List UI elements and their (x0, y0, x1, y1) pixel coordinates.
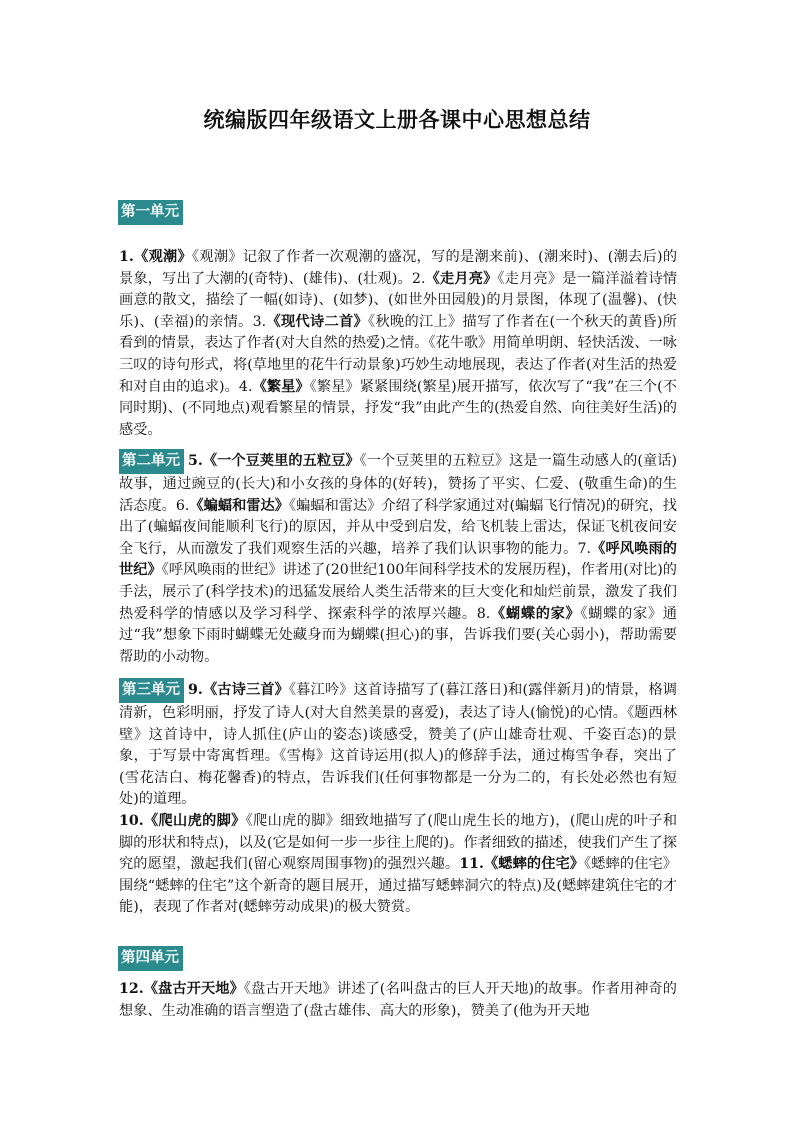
lesson-summary-text: 《蟋蟀的住宅》围绕“蟋蟀的住宅”这个新奇的题目展开，通过描写蟋蟀洞穴的特点)及(蟋蟀建筑住宅的才能)，表现了作者对(蟋蟀劳动成果)的极大赞赏。 (119, 856, 677, 916)
lesson-title: 《呼风唤雨的世纪》 (119, 540, 677, 579)
lesson-title: 《现代诗二首》 (266, 313, 369, 330)
lesson-summary-text: 《观潮》记叙了作者一次观潮的盛况，写的是潮来前)、(潮来时)、(潮去后)的景象，写出了大潮的(奇特)、(雄伟)、(壮观)。2. (119, 249, 678, 287)
unit-3-paragraph-2 (119, 811, 677, 919)
lesson-title: 1.《观潮》 (119, 249, 193, 265)
lesson-title: 12.《盘古开天地》 (119, 981, 244, 997)
lesson-title: 11.《蟋蟀的住宅》 (459, 856, 585, 873)
lesson-summary-text: 《盘古开天地》讲述了(名叫盘古的巨人开天地)的故事。作者用神奇的想象、生动准确的语言塑造了(盘古雄伟、高大的形象)，赞美了(他为开天地 (119, 981, 677, 1019)
unit-3-paragraph-1 (119, 678, 677, 811)
lesson-title: 《蝙蝠和雷达》 (189, 497, 290, 514)
lesson-summary-text: 《蝴蝶的家》通过“我”想象下雨时蝴蝶无处藏身而为蝴蝶(担心)的事，告诉我们要(关心弱小)，帮助需要帮助的小动物。 (119, 605, 677, 665)
unit-4-heading: 第四单元 (118, 946, 183, 971)
unit-3-heading: 第三单元 (119, 678, 184, 703)
lesson-summary-text: 《秋晚的江上》描写了作者在(一个秋天的黄昏)所看到的情景，表达了作者(对大自然的热爱)之情。《花牛歌》用简单明朗、轻快活泼、一咏三叹的诗句形式，将(草地里的花牛行动景象)巧妙生动地展现，表达了作者(对生活的热爱和对自由的追求)。4. (119, 313, 677, 395)
unit-2-paragraph-1-text (119, 453, 677, 665)
lesson-summary-text: 《走月亮》是一篇洋溢着诗情画意的散文，描绘了一幅(如诗)、(如梦)、(如世外田园般)的月景图，体现了(温馨)、(快乐)、(幸福)的亲情。3. (119, 270, 678, 330)
lesson-title: 《走月亮》 (425, 270, 498, 287)
lesson-summary-text: 《暮江吟》这首诗描写了(暮江落日)和(露伴新月)的情景，格调清新，色彩明丽，抒发了诗人(对大自然美景的喜爱)，表达了诗人(愉悦)的心情。《题西林壁》这首诗中，诗人抓住(庐山的姿态)谈感受，赞美了(庐山雄奇壮观、千姿百态)的景象，于写景中寄寓哲理。《雪梅》这首诗运用(拟人)的修辞手法，通过梅雪争春，突出了(雪花洁白、梅花馨香)的特点，告诉我们(任何事物都是一分为二的，有长处必然也有短处)的道理。 (119, 682, 677, 808)
lesson-summary-text: 《一个豆荚里的五粒豆》这是一篇生动感人的(童话)故事，通过豌豆的(长大)和小女孩的身体的(好转)，赞扬了平实、仁爱、(敬重生命)的生活态度。6. (119, 453, 677, 514)
lesson-title: 9.《古诗三首》 (188, 682, 289, 698)
lesson-summary-text: 《蝙蝠和雷达》介绍了科学家通过对(蝙蝠飞行情况)的研究，找出了(蝙蝠夜间能顺利飞行)的原因，并从中受到启发，给飞机装上雷达，保证飞机夜间安全飞行，从而激发了我们观察生活的兴趣，培养了我们认识事物的能力。7. (119, 497, 677, 557)
lesson-title: 10.《爬山虎的脚》 (119, 813, 246, 829)
unit-2-paragraph-1 (119, 449, 677, 668)
unit-1-paragraph-1 (119, 247, 677, 441)
lesson-summary-text: 《繁星》紧紧围绕(繁星)展开描写，依次写了“我”在三个(不同时期)、(不同地点)观看繁星的情景，抒发“我”由此产生的(热爱自然、向往美好生活)的感受。 (119, 378, 677, 438)
lesson-summary-text: 《呼风唤雨的世纪》讲述了(20世纪100年间科学技术的发展历程)，作者用(对比)的手法，展示了(科学技术)的迅猛发展给人类生活带来的巨大变化和灿烂前景，激发了我们热爱科学的情感以及学习科学、探索科学的浓厚兴趣。8. (119, 562, 677, 622)
lesson-title: 5.《一个豆荚里的五粒豆》 (188, 453, 360, 469)
unit-3-paragraph-1-text (119, 682, 677, 807)
unit-2-heading: 第二单元 (119, 449, 184, 474)
lesson-title: 《繁星》 (252, 378, 310, 395)
lesson-summary-text: 《爬山虎的脚》细致地描写了(爬山虎生长的地方)，(爬山虎的叶子和脚的形状和特点)，以及(它是如何一步一步往上爬的)。作者细致的描述，使我们产生了探究的愿望，激起我们(留心观察周围事物)的强烈兴趣。 (119, 813, 678, 873)
unit-4-paragraph-1 (119, 979, 677, 1022)
lesson-title: 《蝴蝶的家》 (490, 605, 581, 622)
document-title: 统编版四年级语文上册各课中心思想总结 (203, 107, 591, 132)
unit-1-heading: 第一单元 (118, 200, 183, 225)
